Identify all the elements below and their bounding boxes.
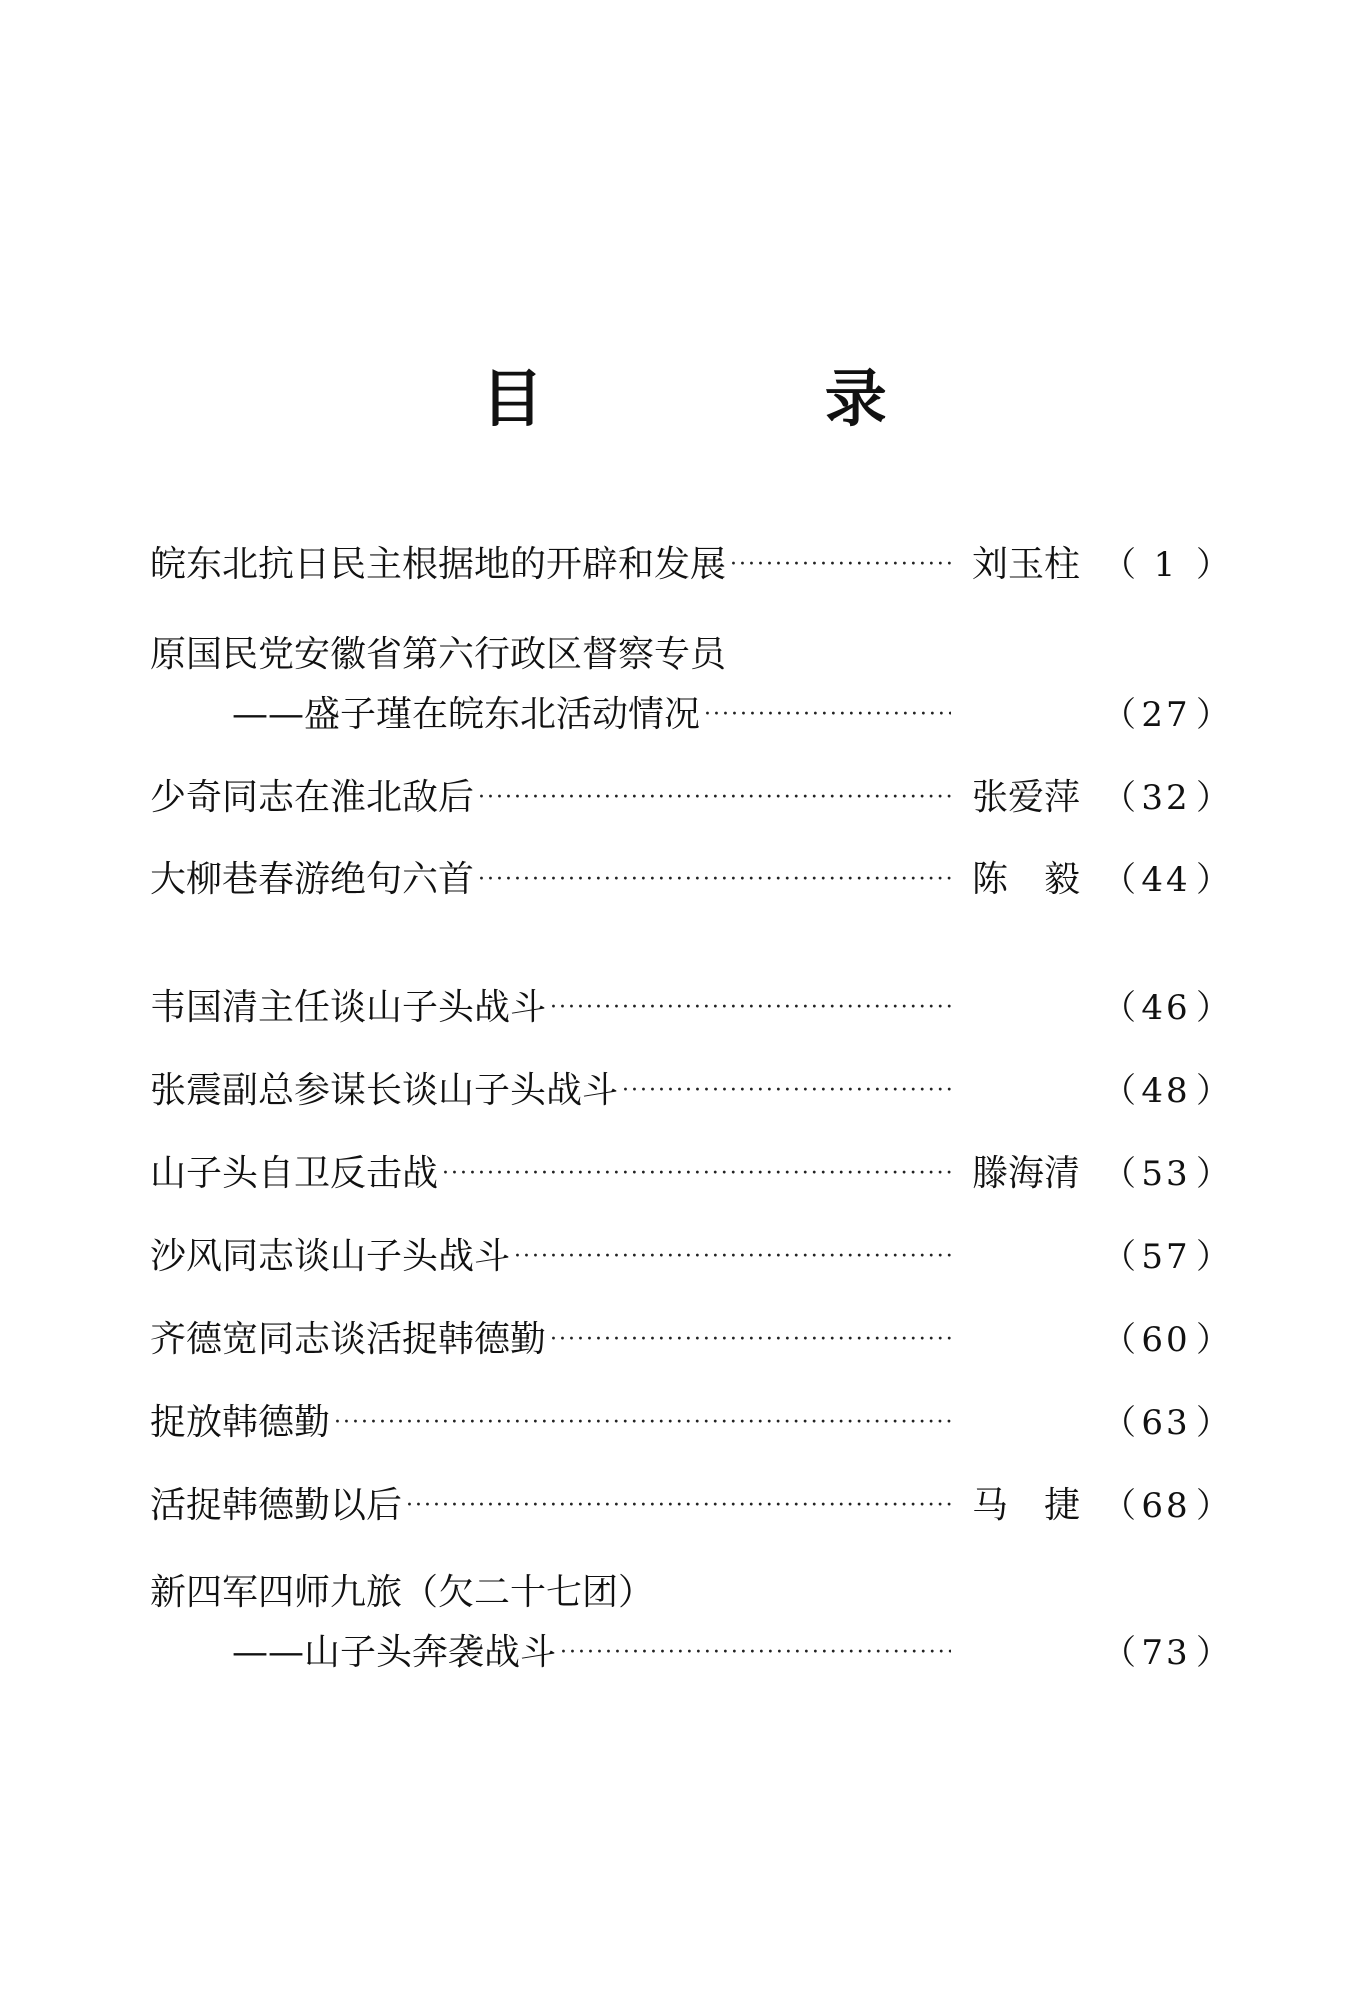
toc-entry <box>150 1398 1230 1448</box>
entry-title: 皖东北抗日民主根据地的开辟和发展 <box>150 544 727 585</box>
leader-dots <box>560 1642 951 1664</box>
entry-page: （ 68 ） <box>1102 1486 1230 1526</box>
toc-entry <box>150 540 1230 590</box>
entry-author: 滕海清 <box>971 1153 1080 1194</box>
toc-entry <box>232 690 1230 740</box>
leader-dots <box>514 1246 951 1268</box>
entry-title: 张震副总参谋长谈山子头战斗 <box>150 1070 619 1111</box>
leader-dots <box>334 1412 951 1434</box>
entry-title: 韦国清主任谈山子头战斗 <box>150 987 547 1028</box>
entry-title: 沙风同志谈山子头战斗 <box>150 1236 511 1277</box>
entry-page: （ 48 ） <box>1102 1071 1230 1111</box>
leader-dots <box>730 554 951 576</box>
toc-entry <box>150 1315 1230 1365</box>
entry-title: 捉放韩德勤 <box>150 1402 331 1443</box>
toc-entry <box>150 1232 1230 1282</box>
entry-page: （ 1 ） <box>1102 545 1230 585</box>
leader-dots <box>478 787 951 809</box>
toc-entry <box>232 1628 1230 1678</box>
entry-author: 马 捷 <box>971 1485 1080 1526</box>
entry-title: 活捉韩德勤以后 <box>150 1485 403 1526</box>
toc-entry <box>150 855 1230 905</box>
entry-subtitle: ——山子头奔袭战斗 <box>232 1632 557 1673</box>
entry-title: 新四军四师九旅（欠二十七团） <box>150 1572 655 1613</box>
leader-dots <box>704 704 951 726</box>
entry-title: 原国民党安徽省第六行政区督察专员 <box>150 634 727 675</box>
toc-entry <box>150 1066 1230 1116</box>
entry-page: （ 53 ） <box>1102 1154 1230 1194</box>
leader-dots <box>406 1495 951 1517</box>
toc-entry <box>150 1481 1230 1531</box>
entry-page: （ 60 ） <box>1102 1320 1230 1360</box>
entry-author: 张爱萍 <box>971 777 1080 818</box>
entry-page: （ 44 ） <box>1102 860 1230 900</box>
entry-page: （ 73 ） <box>1102 1633 1230 1673</box>
entry-page: （ 63 ） <box>1102 1403 1230 1443</box>
leader-dots <box>550 1329 951 1351</box>
entry-page: （ 46 ） <box>1102 988 1230 1028</box>
entry-author: 陈 毅 <box>971 859 1080 900</box>
leader-dots <box>442 1163 951 1185</box>
entry-page: （ 32 ） <box>1102 778 1230 818</box>
entry-page: （ 27 ） <box>1102 695 1230 735</box>
entry-subtitle: ——盛子瑾在皖东北活动情况 <box>232 694 701 735</box>
entry-page: （ 57 ） <box>1102 1237 1230 1277</box>
entry-title: 山子头自卫反击战 <box>150 1153 439 1194</box>
leader-dots <box>550 997 951 1019</box>
entry-author: 刘玉柱 <box>971 544 1080 585</box>
entry-title: 齐德宽同志谈活捉韩德勤 <box>150 1319 547 1360</box>
toc-entry <box>150 1149 1230 1199</box>
entry-title: 少奇同志在淮北敌后 <box>150 777 475 818</box>
toc-entry <box>150 773 1230 823</box>
leader-dots <box>478 869 951 891</box>
toc-entry <box>150 983 1230 1033</box>
page-title: 目 录 <box>481 362 1017 435</box>
entry-title: 大柳巷春游绝句六首 <box>150 859 475 900</box>
leader-dots <box>622 1080 951 1102</box>
